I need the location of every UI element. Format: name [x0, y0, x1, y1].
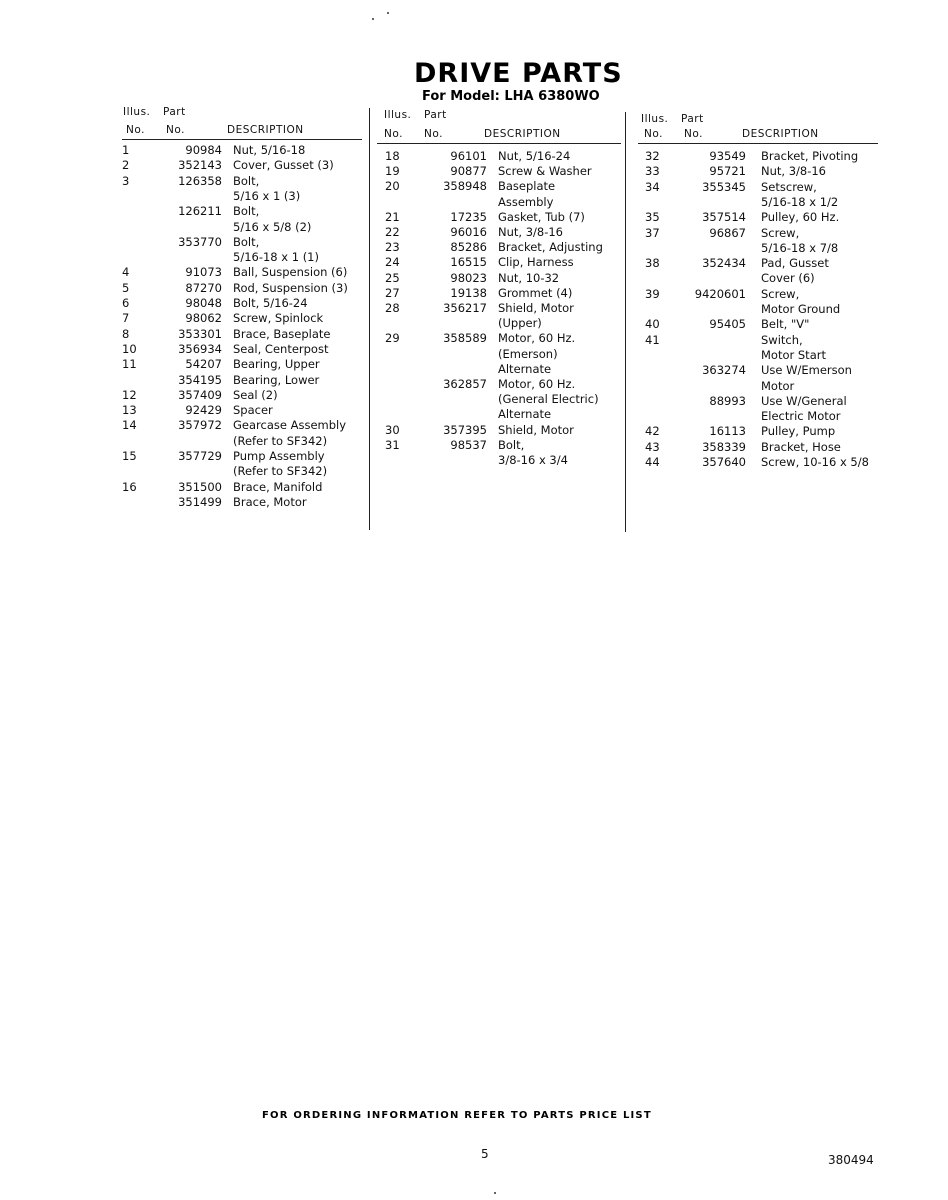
col2-header-no2: No. [424, 128, 443, 140]
page-number: 5 [481, 1147, 489, 1161]
part-description: Screw, Spinlock [233, 311, 324, 326]
part-number: 96867 [709, 225, 746, 240]
part-number: 357729 [178, 449, 222, 463]
part-description: (Upper) [498, 316, 542, 331]
illus-number: 32 [645, 149, 660, 163]
part-description: Motor [761, 378, 795, 393]
column-divider-left [369, 108, 370, 530]
part-description: Brace, Manifold [233, 479, 323, 494]
col2-header-rule [377, 143, 621, 144]
part-description: Bracket, Adjusting [498, 240, 603, 255]
scan-speck [494, 1192, 496, 1194]
part-description: Pad, Gusset [761, 256, 829, 271]
part-number: 355345 [702, 179, 746, 194]
part-description: Nut, 3/8-16 [498, 225, 564, 239]
part-description: Motor Start [761, 347, 826, 362]
part-number: 17235 [450, 209, 487, 224]
part-description: Cover, Gusset (3) [233, 158, 334, 173]
part-description: Electric Motor [761, 409, 841, 424]
part-number: 96101 [450, 149, 487, 163]
scan-speck [372, 18, 374, 20]
illus-number: 23 [385, 240, 400, 255]
part-description: Bracket, Hose [761, 439, 841, 454]
part-number: 16515 [450, 255, 487, 270]
part-description: 5/16 x 1 (3) [233, 188, 301, 203]
col3-header-desc: DESCRIPTION [742, 128, 819, 140]
part-number: 95405 [709, 317, 746, 332]
model-subtitle: For Model: LHA 6380WO [422, 89, 600, 104]
illus-number: 4 [122, 265, 130, 280]
ordering-footer: FOR ORDERING INFORMATION REFER TO PARTS PRICE LIST [262, 1110, 652, 1121]
illus-number: 6 [122, 296, 130, 310]
part-description: Pump Assembly [233, 449, 325, 463]
part-description: 5/16-18 x 7/8 [761, 240, 839, 255]
col2-header-illus: Illus. [384, 109, 412, 121]
part-number: 87270 [185, 280, 222, 295]
part-description: Screw & Washer [498, 164, 592, 179]
part-description: Bolt, [233, 234, 260, 249]
illus-number: 15 [122, 449, 137, 463]
col1-header-rule [122, 139, 362, 140]
part-description: Nut, 3/8-16 [761, 164, 827, 179]
illus-number: 41 [645, 332, 660, 347]
col3-header-part: Part [681, 113, 704, 125]
illus-number: 37 [645, 225, 660, 240]
part-number: 356934 [178, 341, 222, 356]
illus-number: 43 [645, 439, 660, 454]
col1-header-illus: Illus. [123, 106, 151, 118]
part-number: 357395 [443, 422, 487, 437]
part-number: 358948 [443, 179, 487, 194]
part-number: 126211 [178, 204, 222, 219]
part-description: Baseplate [498, 179, 556, 194]
part-description: Belt, "V" [761, 317, 810, 332]
part-description: Seal (2) [233, 387, 278, 402]
part-description: Assembly [498, 194, 554, 209]
illus-number: 8 [122, 326, 130, 341]
part-number: 96016 [450, 225, 487, 239]
col1-header-part: Part [163, 106, 186, 118]
part-description: Bearing, Lower [233, 372, 320, 387]
part-description: Spacer [233, 403, 273, 418]
illus-number: 25 [385, 270, 400, 285]
part-description: Bolt, [233, 204, 260, 219]
part-description: Pulley, 60 Hz. [761, 210, 840, 225]
part-description: 5/16 x 5/8 (2) [233, 219, 312, 234]
part-number: 85286 [450, 240, 487, 255]
part-description: Alternate [498, 361, 552, 376]
illus-number: 30 [385, 422, 400, 437]
part-description: Shield, Motor [498, 301, 574, 315]
col3-header-no1: No. [644, 128, 663, 140]
part-description: Cover (6) [761, 271, 815, 286]
part-number: 351500 [178, 479, 222, 494]
col2-header-no1: No. [384, 128, 403, 140]
part-description: Nut, 5/16-18 [233, 143, 306, 157]
page-title: DRIVE PARTS [414, 58, 623, 89]
illus-number: 35 [645, 210, 660, 225]
illus-number: 5 [122, 280, 130, 295]
part-number: 91073 [185, 265, 222, 280]
illus-number: 22 [385, 225, 400, 239]
part-number: 126358 [178, 173, 222, 188]
part-number: 95721 [709, 164, 746, 179]
part-description: Ball, Suspension (6) [233, 265, 348, 280]
part-description: Bracket, Pivoting [761, 149, 859, 163]
part-description: Alternate [498, 407, 552, 422]
part-description: Clip, Harness [498, 255, 574, 270]
part-number: 362857 [443, 377, 487, 391]
part-number: 357972 [178, 418, 222, 433]
part-description: (Emerson) [498, 346, 558, 361]
part-number: 90984 [185, 143, 222, 157]
part-description: Screw, [761, 225, 800, 240]
illus-number: 19 [385, 164, 400, 179]
part-number: 356217 [443, 301, 487, 315]
part-description: Grommet (4) [498, 285, 573, 300]
illus-number: 10 [122, 341, 137, 356]
part-number: 98023 [450, 270, 487, 285]
part-description: Motor, 60 Hz. [498, 377, 576, 391]
part-description: Use W/Emerson [761, 363, 852, 378]
part-description: Brace, Motor [233, 494, 307, 509]
col1-header-no1: No. [126, 124, 145, 136]
illus-number: 24 [385, 255, 400, 270]
part-number: 352434 [702, 256, 746, 271]
part-description: Gasket, Tub (7) [498, 209, 585, 224]
part-description: 5/16-18 x 1/2 [761, 194, 839, 209]
illus-number: 2 [122, 158, 130, 173]
col1-header-no2: No. [166, 124, 185, 136]
illus-number: 27 [385, 285, 400, 300]
part-description: (Refer to SF342) [233, 433, 328, 448]
col1-header-desc: DESCRIPTION [227, 124, 304, 136]
col3-header-illus: Illus. [641, 113, 669, 125]
scan-speck [387, 12, 389, 14]
illus-number: 20 [385, 179, 400, 194]
part-number: 19138 [450, 285, 487, 300]
column-divider-right [625, 112, 626, 532]
illus-number: 33 [645, 164, 660, 179]
illus-number: 3 [122, 173, 130, 188]
illus-number: 18 [385, 149, 400, 163]
part-number: 90877 [450, 164, 487, 179]
part-description: 3/8-16 x 3/4 [498, 453, 568, 467]
part-description: Screw, [761, 286, 800, 301]
part-number: 353301 [178, 326, 222, 341]
part-number: 353770 [178, 234, 222, 249]
illus-number: 7 [122, 311, 130, 326]
part-number: 357409 [178, 387, 222, 402]
part-description: Motor, 60 Hz. [498, 331, 576, 346]
part-description: Use W/General [761, 393, 847, 408]
part-number: 358589 [443, 331, 487, 346]
part-description: Screw, 10-16 x 5/8 [761, 455, 869, 469]
illus-number: 16 [122, 479, 137, 494]
part-number: 88993 [709, 393, 746, 408]
part-description: Motor Ground [761, 302, 841, 316]
part-number: 98062 [185, 311, 222, 326]
illus-number: 13 [122, 403, 137, 418]
part-number: 9420601 [694, 286, 746, 301]
part-description: Bolt, 5/16-24 [233, 296, 308, 310]
part-description: Bolt, [233, 173, 260, 188]
part-description: (General Electric) [498, 392, 599, 407]
col3-header-no2: No. [684, 128, 703, 140]
part-description: Gearcase Assembly [233, 418, 347, 433]
part-description: Seal, Centerpost [233, 341, 329, 356]
illus-number: 12 [122, 387, 137, 402]
illus-number: 40 [645, 317, 660, 332]
part-number: 98537 [450, 437, 487, 452]
part-description: Bearing, Upper [233, 357, 320, 372]
illus-number: 1 [122, 143, 130, 157]
part-description: Bolt, [498, 437, 525, 452]
part-number: 354195 [178, 372, 222, 387]
part-number: 358339 [702, 439, 746, 454]
part-number: 16113 [709, 424, 746, 439]
part-description: 5/16-18 x 1 (1) [233, 250, 319, 265]
part-number: 54207 [185, 357, 222, 372]
part-number: 363274 [702, 363, 746, 378]
part-description: Shield, Motor [498, 422, 574, 437]
part-description: (Refer to SF342) [233, 464, 328, 479]
part-description: Setscrew, [761, 179, 817, 194]
illus-number: 29 [385, 331, 400, 346]
part-description: Pulley, Pump [761, 424, 836, 439]
illus-number: 14 [122, 418, 137, 433]
illus-number: 39 [645, 286, 660, 301]
part-description: Rod, Suspension (3) [233, 280, 348, 295]
illus-number: 34 [645, 179, 660, 194]
part-number: 357640 [702, 455, 746, 469]
col2-header-part: Part [424, 109, 447, 121]
part-description: Nut, 10-32 [498, 270, 560, 285]
part-number: 352143 [178, 158, 222, 173]
part-number: 92429 [185, 403, 222, 418]
part-description: Nut, 5/16-24 [498, 149, 571, 163]
illus-number: 31 [385, 437, 400, 452]
illus-number: 21 [385, 209, 400, 224]
col3-header-rule [638, 143, 878, 144]
part-description: Brace, Baseplate [233, 326, 331, 341]
part-description: Switch, [761, 332, 803, 347]
part-number: 98048 [185, 296, 222, 310]
document-number: 380494 [828, 1153, 874, 1167]
part-number: 351499 [178, 494, 222, 509]
part-number: 93549 [709, 149, 746, 163]
illus-number: 44 [645, 455, 660, 469]
illus-number: 38 [645, 256, 660, 271]
col2-header-desc: DESCRIPTION [484, 128, 561, 140]
illus-number: 42 [645, 424, 660, 439]
illus-number: 28 [385, 301, 400, 315]
illus-number: 11 [122, 357, 137, 372]
part-number: 357514 [702, 210, 746, 225]
